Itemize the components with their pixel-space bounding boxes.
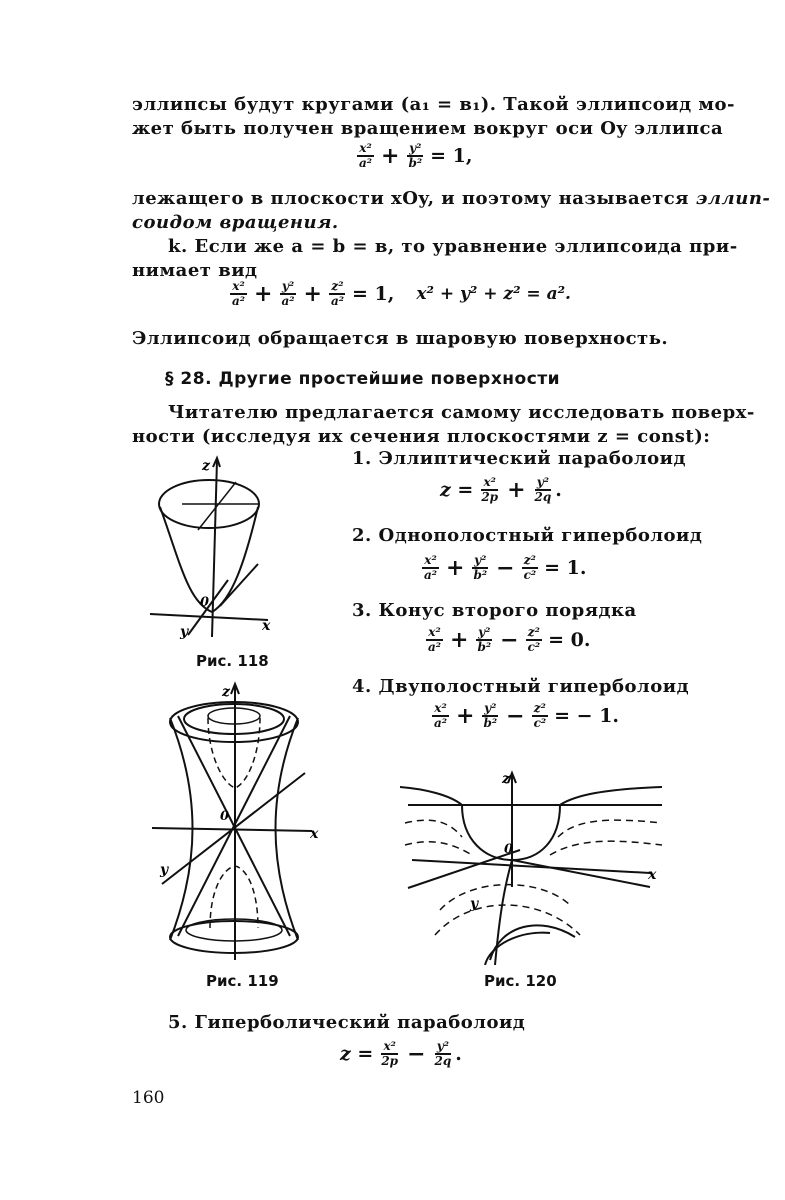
equation-cone: $\frac{\text{x²}}{\text{a²}}$ + $\frac{\text{y²}}{\text{b²}}$ − $\frac{\text{z²}}{\text{c²}}$ = 0. <box>428 625 591 654</box>
y-axis-label: y <box>180 624 189 640</box>
y-axis-label: y <box>160 862 169 878</box>
text-line-7: Эллипсоид обращается в шаровую поверхность. <box>132 328 669 349</box>
text-line-2: жет быть получен вращением вокруг оси Oy эллипса <box>132 118 724 139</box>
origin-label: 0 <box>200 595 210 610</box>
text-line-6: нимает вид <box>132 260 258 281</box>
fraction: $\frac{\text{x²}}{\text{a²}}$ <box>359 141 373 170</box>
equation-sphere: $\frac{\text{x²}}{\text{a²}}$ + $\frac{\text{y²}}{\text{a²}}$ + $\frac{\text{z²}}{\text{a²}}$ = 1, x² + y² + z² = a². <box>232 279 571 308</box>
text-line-9: ности (исследуя их сечения плоскостями z = const): <box>132 426 711 447</box>
x-axis-label: x <box>648 867 657 883</box>
x-axis-label: x <box>310 826 319 842</box>
page-number: 160 <box>132 1088 165 1108</box>
figure-118-caption: Рис. 118 <box>196 652 269 670</box>
z-axis-label: z <box>202 458 210 474</box>
equation-elliptic-paraboloid: z = $\frac{\text{x²}}{2p}$ + $\frac{\text{y²}}{2q}$ . <box>440 475 562 504</box>
list-item-2: 2. Однополостный гиперболоид <box>352 525 703 546</box>
figure-119-caption: Рис. 119 <box>206 972 279 990</box>
text-line-3: лежащего в плоскости xOy, и поэтому называется эллип- <box>132 188 771 209</box>
origin-label: 0 <box>504 842 514 857</box>
equation-ellipse: $\frac{\text{x²}}{\text{a²}}$ + $\frac{\text{y²}}{\text{b²}}$ = 1, <box>359 141 473 170</box>
text-line-5: k. Если же a = b = в, то уравнение эллипсоида при- <box>168 236 738 257</box>
figure-120-two-sheet-hyperboloid <box>400 765 670 965</box>
section-heading: § 28. Другие простейшие поверхности <box>165 369 561 389</box>
text-line-4: соидом вращения. <box>132 212 339 233</box>
x-axis-label: x <box>262 618 271 634</box>
z-axis-label: z <box>502 771 510 787</box>
list-item-3: 3. Конус второго порядка <box>352 600 637 621</box>
z-axis-label: z <box>222 684 230 700</box>
origin-label: 0 <box>220 809 230 824</box>
equation-two-sheet-hyperboloid: $\frac{\text{x²}}{\text{a²}}$ + $\frac{\text{y²}}{\text{b²}}$ − $\frac{\text{z²}}{\text{c²}}$ = − 1. <box>434 701 620 730</box>
list-item-5: 5. Гиперболический параболоид <box>168 1012 526 1033</box>
list-item-1: 1. Эллиптический параболоид <box>352 448 686 469</box>
equation-one-sheet-hyperboloid: $\frac{\text{x²}}{\text{a²}}$ + $\frac{\text{y²}}{\text{b²}}$ − $\frac{\text{z²}}{\text{c²}}$ = 1. <box>424 553 587 582</box>
text-line-8: Читателю предлагается самому исследовать поверх- <box>168 402 755 423</box>
figure-120-caption: Рис. 120 <box>484 972 557 990</box>
figure-118-elliptic-paraboloid <box>140 452 290 642</box>
figure-119-hyperboloid <box>140 678 340 968</box>
y-axis-label: y <box>470 896 479 912</box>
equation-hyperbolic-paraboloid: z = $\frac{\text{x²}}{2p}$ − $\frac{\text{y²}}{2q}$ . <box>340 1039 462 1068</box>
fraction: $\frac{\text{y²}}{\text{b²}}$ <box>408 141 423 170</box>
text-line-1: эллипсы будут кругами (a₁ = в₁). Такой эллипсоид мо- <box>132 94 736 115</box>
list-item-4: 4. Двуполостный гиперболоид <box>352 676 690 697</box>
